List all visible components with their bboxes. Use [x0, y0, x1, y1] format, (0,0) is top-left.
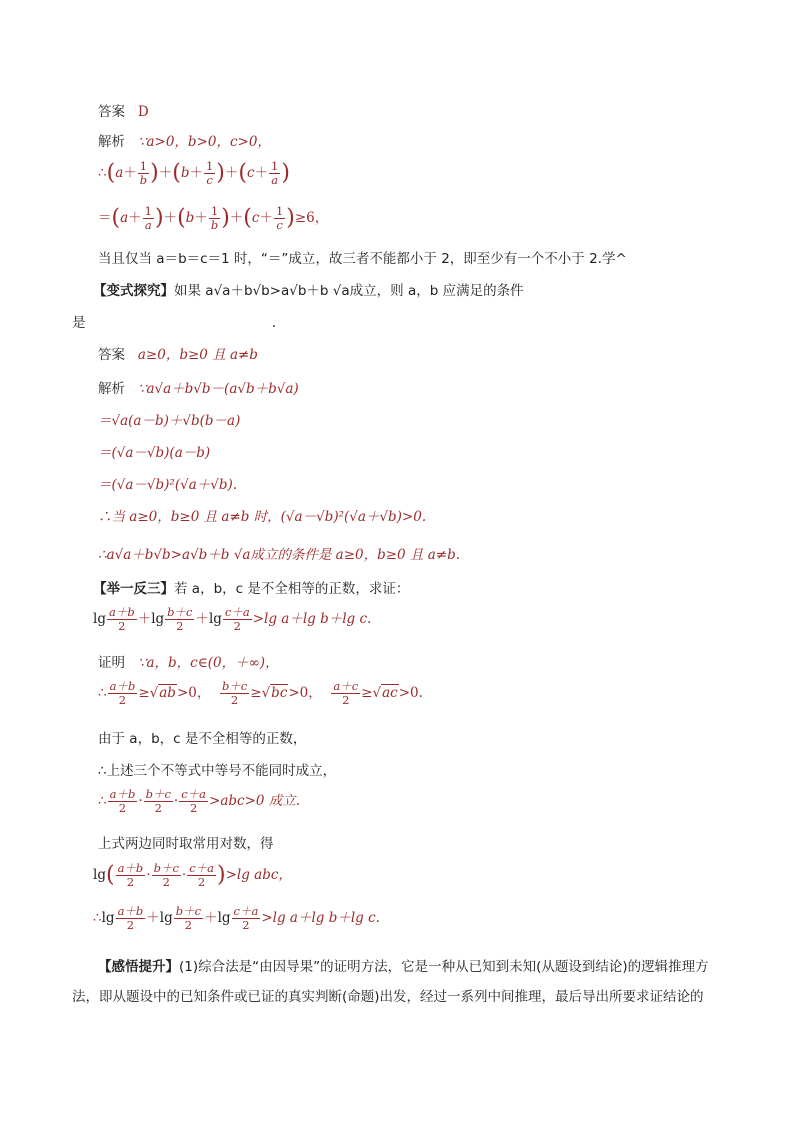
variant-blank-end: . [271, 315, 277, 331]
variant-step6-line [98, 546, 460, 564]
variant-step5-line [98, 508, 426, 526]
variant-text-post: 是 [72, 315, 86, 331]
variant-step6: ∴a√a＋b√b>a√b＋b √a成立的条件是 a≥0，b≥0 且 a≠b. [98, 547, 461, 563]
variant-step4-line [98, 476, 237, 494]
example3-inequality: lg $\frac{a+b}{2}$ ＋lg $\frac{b+c}{2}$ ＋lg $\frac{c+a}{2}$ >lg a＋lg b＋lg c. [93, 605, 372, 633]
proof-given-line [98, 654, 279, 672]
product-tail: >abc>0 成立. [209, 793, 301, 809]
variant-blank-line [72, 314, 276, 332]
variant-step1: ∵a√a＋b√b－(a√b＋b√a) [137, 381, 299, 397]
variant-analysis-line [98, 380, 299, 398]
variant-tag: 【变式探究】 [93, 283, 174, 299]
example3-ineq-tail: >lg a＋lg b＋lg c. [252, 611, 372, 627]
am-gm-line: ∴ $\frac{a+b}{2}$ ≥√ab>0， $\frac{b+c}{2}$ ≥√bc>0， $\frac{a+c}{2}$ ≥√ac>0. [98, 679, 423, 707]
variant-answer-label: 答案 [98, 347, 125, 363]
analysis-given-line [98, 133, 271, 151]
variant-line [93, 282, 524, 300]
am-gm-tail-2: >0， [288, 685, 322, 701]
final-tail: >lg a＋lg b＋lg c. [261, 910, 380, 926]
example3-tag: 【举一反三】 [93, 581, 174, 597]
variant-step5: ∴当 a≥0，b≥0 且 a≠b 时，(√a－√b)²(√a＋√b)>0. [98, 509, 427, 525]
variant-step2: ＝√a(a－b)＋√b(b－a) [98, 413, 241, 429]
proof-given: ∵a，b，c∈(0，＋∞)， [137, 655, 279, 671]
analysis-label: 解析 [98, 134, 125, 150]
take-log-line: 上式两边同时取常用对数，得 [98, 836, 274, 852]
answer-value: D [137, 104, 149, 120]
final-line: ∴lg $\frac{a+b}{2}$ ＋lg $\frac{b+c}{2}$ ＋lg $\frac{c+a}{2}$ >lg a＋lg b＋lg c. [93, 904, 380, 932]
insight-paragraph [72, 952, 732, 1012]
log-tail: >lg abc， [225, 867, 292, 883]
variant-answer-line [98, 346, 258, 364]
product-line: ∴ $\frac{a+b}{2}$ · $\frac{b+c}{2}$ · $\frac{c+a}{2}$ >abc>0 成立. [98, 787, 301, 815]
variant-step2-line [98, 412, 240, 430]
example3-line [93, 580, 409, 598]
variant-text: 如果 a√a＋b√b>a√b＋b √a成立，则 a，b 应满足的条件 [174, 283, 524, 299]
eq-tail: ≥6， [294, 210, 329, 226]
log-line: lg( $\frac{a+b}{2}$ · $\frac{b+c}{2}$ · $\frac{c+a}{2}$ )>lg abc， [93, 861, 292, 889]
variant-step3: ＝(√a－√b)(a－b) [98, 445, 211, 461]
am-gm-tail-3: >0. [398, 685, 423, 701]
example3-text: 若 a，b，c 是不全相等的正数，求证： [174, 581, 410, 597]
conclusion-line: 当且仅当 a＝b＝c＝1 时，“＝”成立，故三者不能都小于 2，即至少有一个不小于 2.学^ [98, 251, 627, 267]
not-same-line: ∴上述三个不等式中等号不能同时成立， [98, 763, 337, 779]
insight-tag: 【感悟提升】 [98, 959, 179, 975]
am-gm-tail-1: >0， [176, 685, 211, 701]
sum-expression-line: ∴(a＋ $\frac{1}{b}$ )＋(b＋ $\frac{1}{c}$ )＋(c＋ $\frac{1}{a}$ ) [98, 159, 290, 187]
answer-line [98, 103, 149, 121]
proof-label: 证明 [98, 655, 125, 671]
regrouped-expression-line: ＝(a＋ $\frac{1}{a}$ )＋(b＋ $\frac{1}{b}$ )＋(c＋ $\frac{1}{c}$ )≥6， [98, 204, 329, 232]
variant-step4: ＝(√a－√b)²(√a＋√b). [98, 477, 238, 493]
variant-step3-line [98, 444, 210, 462]
analysis-given: ∵a>0，b>0，c>0， [137, 134, 271, 150]
insight-text: (1)综合法是“由因导果”的证明方法，它是一种从已知到未知(从题设到结论)的逻辑推理方法，即从题设中的已知条件或已证的真实判断(命题)出发，经过一系列中间推理，最后导出所要求证结论的 [72, 959, 709, 1005]
answer-label: 答案 [98, 104, 125, 120]
variant-analysis-label: 解析 [98, 381, 125, 397]
unequal-line: 由于 a，b，c 是不全相等的正数， [98, 731, 307, 747]
variant-answer-value: a≥0，b≥0 且 a≠b [137, 347, 258, 363]
